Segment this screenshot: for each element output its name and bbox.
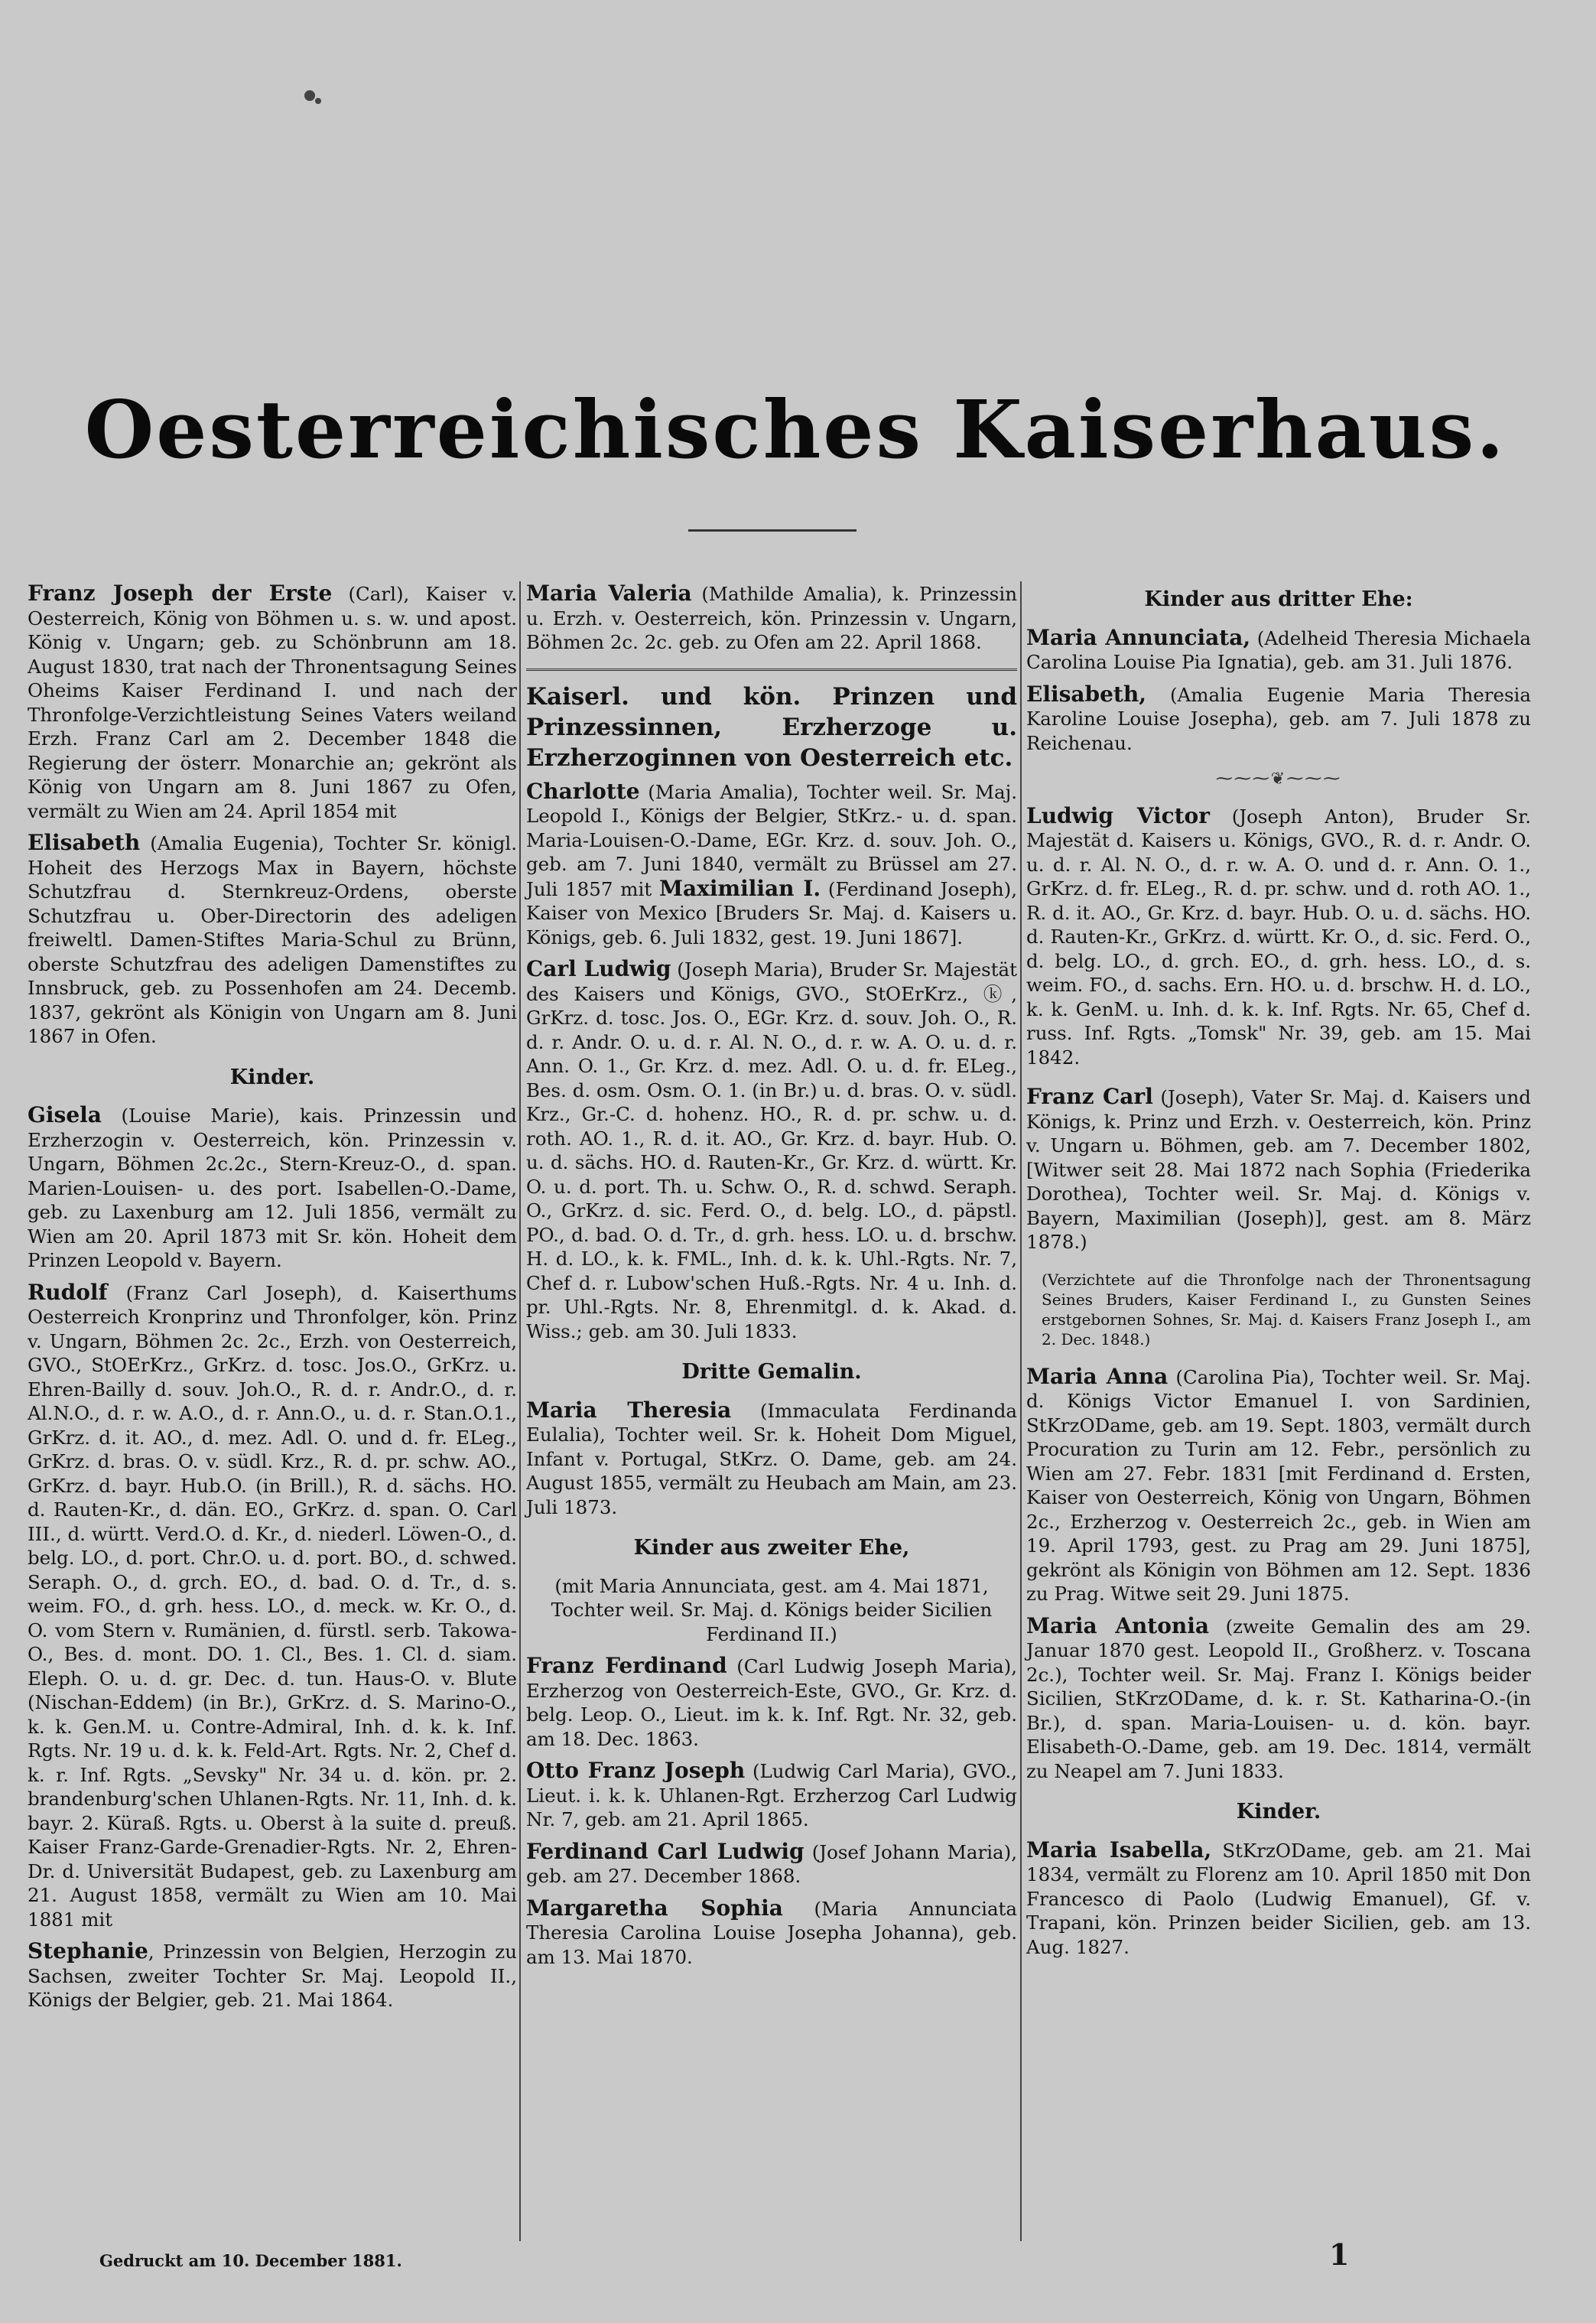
column-divider: [1020, 581, 1022, 2241]
entry-gisela: [28, 1103, 517, 1273]
section-heading: Kaiserl. und kön. Prinzen und Prinzessinnen, Erzherzoge u. Erzherzoginnen von Oesterreich etc.: [526, 669, 1017, 773]
entry-franz-joseph: [28, 581, 517, 823]
entry-carl-ludwig: [526, 957, 1017, 1343]
entry-name: Elisabeth: [28, 830, 141, 855]
column-3: [1026, 581, 1531, 1967]
entry-name: Charlotte: [526, 778, 640, 804]
entry-text: (Joseph), Vater Sr. Maj. d. Kaisers und Königs, k. Prinz und Erzh. v. Oesterreich, kön. Prinz v. Ungarn u. Böhmen, geb. am 7. December 1802, [Witwer seit 28. Mai 1872 nach Sophia (Friederika Dorothea), Tochter weil. Sr. Maj. d. Königs v. Bayern, Maximilian (Joseph)], gest. am 8. März 1878.): [1026, 1086, 1531, 1253]
entry-text: (Ferdinand Joseph), Kaiser von Mexico [Bruders Sr. Maj. d. Kaisers u. Königs, geb. 6. Juli 1832, gest. 19. Juni 1867].: [526, 877, 1017, 948]
page-number: 1: [1329, 2237, 1350, 2272]
entry-name: Ferdinand Carl Ludwig: [526, 1838, 805, 1864]
entry-text: (zweite Gemalin des am 29. Januar 1870 gest. Leopold II., Großherz. v. Toscana 2c.), Tochter weil. Sr. Maj. Franz I. Königs beider Sicilien, StKrzODame, d. k. r. St. Katharina-O.-(in Br.), d. span. Maria-Louisen- u. d. kön. bayr. Elisabeth-O.-Dame, geb. am 19. Dec. 1814, vermält zu Neapel am 7. Juni 1833.: [1026, 1615, 1531, 1782]
entry-text: (Louise Marie), kais. Prinzessin und Erzherzogin v. Oesterreich, kön. Prinzessin v. Ungarn, Böhmen 2c.2c., Stern-Kreuz-O., d. span. Marien-Louisen- u. des port. Isabellen-O.-Dame, geb. zu Laxenburg am 12. Juli 1856, vermält zu Wien am 20. April 1873 mit Sr. kön. Hoheit dem Prinzen Leopold v. Bayern.: [28, 1105, 517, 1271]
entry-text: (Franz Carl Joseph), d. Kaiserthums Oesterreich Kronprinz und Thronfolger, kön. Prinz v. Ungarn, Böhmen 2c. 2c., Erzh. von Oesterreich, GVO., StOErKrz., GrKrz. d. tosc. Jos.O., GrKrz. u. Ehren-Bailly d. souv. Joh.O., R. d. r. Andr.O., d. r. Al.N.O., d. r. w. A.O., d. r. Ann.O., u. d. r. Stan.O.1., GrKrz. d. it. AO., d. mez. Adl. O. und d. fr. ELeg., GrKrz. d. bras. O. v. südl. Krz., R. d. pr. schw. AO., GrKrz. d. bayr. Hub.O. (in Brill.), R. d. sächs. HO. d. Rauten-Kr., d. dän. EO., GrKrz. d. span. O. Carl III., d. württ. Verd.O. d. Kr., d. niederl. Löwen-O., d. belg. LO., d. port. Chr.O. u. d. port. BO., d. schwed. Seraph. O., d. grch. EO., d. bad. O. d. Tr., d. s. weim. FO., d. grh. hess. LO., d. meck. w. Kr. O., d. O. vom Stern v. Rumänien, d. fürstl. serb. Takowa-O., Bes. d. mont. DO. 1. Cl., Bes. 1. Cl. d. siam. Eleph. O. u. d. gr. Dec. d. tun. Haus-O. v. Blute (Nischan-Eddem) (in Br.), GrKrz. d. S. Marino-O., k. k. Gen.M. u. Contre-Admiral, Inh. d. k. k. Inf. Rgts. Nr. 19 u. d. k. k. Feld-Art. Rgts. Nr. 2, Chef d. k. r. Inf. Rgts. „Sevsky" Nr. 34 u. d. kön. pr. 2. brandenburg'schen Uhlanen-Rgts. Nr. 11, Inh. d. k. bayr. 2. Küraß. Rgts. u. Oberst à la suite d. preuß. Kaiser Franz-Garde-Grenadier-Rgts. Nr. 2, Ehren-Dr. d. Universität Budapest, geb. zu Laxenburg am 21. August 1858, vermält zu Wien am 10. Mai 1881 mit: [28, 1281, 517, 1931]
entry-rudolf: [28, 1280, 517, 1932]
entry-maria-isabella: [1026, 1838, 1531, 1960]
entry-ferdinand-carl-ludwig: [526, 1840, 1017, 1889]
entry-maria-theresia: [526, 1398, 1017, 1520]
entry-name: Maria Anna: [1026, 1363, 1169, 1389]
entry-text: (Maria Annunciata Theresia Carolina Louise Josepha Johanna), geb. am 13. Mai 1870.: [526, 1897, 1017, 1968]
entry-name: Elisabeth,: [1026, 681, 1146, 707]
entry-name: Maximilian I.: [658, 875, 821, 901]
entry-text: (Carolina Pia), Tochter weil. Sr. Maj. d. Königs Victor Emanuel I. von Sardinien, StKrzODame, geb. am 19. Sept. 1803, vermält durch Procuration zu Turin am 12. Febr., persönlich zu Wien am 27. Febr. 1831 [mit Ferdinand d. Ersten, Kaiser von Oesterreich, König von Ungarn, Böhmen 2c., Erzherzog v. Oesterreich 2c., geb. in Wien am 19. April 1793, gest. zu Prag am 29. Juni 1875], gekrönt als Königin von Böhmen am 12. Sept. 1836 zu Prag. Witwe seit 29. Juni 1875.: [1026, 1365, 1532, 1605]
kinder-heading: Kinder.: [229, 1065, 315, 1089]
entry-text: (Carl), Kaiser v. Oesterreich, König von Böhmen u. s. w. und apost. König v. Ungarn; geb. zu Schönbrunn am 18. August 1830, trat nach der Thronentsagung Seines Oheims Kaiser Ferdinand I. und nach der Thronfolge-Verzichtleistung Seines Vaters weiland Erzh. Franz Carl am 2. December 1848 die Regierung der österr. Monarchie an; gekrönt als König von Ungarn am 8. Juni 1867 zu Ofen, vermält zu Wien am 24. April 1854 mit: [28, 583, 517, 822]
entry-text: (Joseph Anton), Bruder Sr. Majestät d. Kaisers u. Königs, GVO., R. d. r. Andr. O. u. d. r. Al. N. O., d. r. w. A. O. und d. r. Ann. O. 1., GrKrz. d. fr. ELeg., R. d. pr. schw. und d. roth AO. 1., R. d. it. AO., Gr. Krz. d. bayr. Hub. O. u. d. sächs. HO. d. Rauten-Kr., GrKrz. d. württ. Kr. O., d. sic. Ferd. O., d. belg. LO., d. grch. EO., d. grh. hess. LO., d. s. weim. FO., d. sachs. Ern. HO. u. d. brschw. H. d. LO., k. k. GenM. u. Inh. d. k. k. Inf. Rgts. Nr. 65, Chef d. russ. Inf. Rgts. „Tomsk" Nr. 39, geb. am 15. Mai 1842.: [1026, 805, 1531, 1069]
entry-maria-anna: [1026, 1365, 1531, 1606]
entry-name: Stephanie: [28, 1938, 148, 1963]
entry-text: (Amalia Eugenie Maria Theresia Karoline Louise Josepha), geb. am 7. Juli 1878 zu Reichenau.: [1026, 683, 1531, 754]
kinder-dritter-ehe-heading: Kinder aus dritter Ehe:: [1144, 587, 1413, 611]
print-date-footer: Gedruckt am 10. December 1881.: [99, 2251, 402, 2270]
kinder-zweiter-ehe-heading: Kinder aus zweiter Ehe,: [633, 1536, 910, 1560]
entry-name: Franz Carl: [1026, 1084, 1153, 1109]
entry-text: (Ludwig Carl Maria), GVO., Lieut. i. k. k. Uhlanen-Rgt. Erzherzog Carl Ludwig Nr. 7, geb. am 21. April 1865.: [526, 1760, 1018, 1830]
ink-speck: [304, 90, 315, 101]
entry-name: Maria Annunciata,: [1026, 624, 1251, 650]
entry-name: Ludwig Victor: [1026, 802, 1210, 828]
entry-name: Maria Valeria: [526, 581, 692, 606]
entry-elisabeth-2: [1026, 682, 1531, 756]
entry-text: (Amalia Eugenia), Tochter Sr. königl. Hoheit des Herzogs Max in Bayern, höchste Schutzfrau d. Sternkreuz-Ordens, oberste Schutzfrau u. Ober-Directorin des adeligen freiweltl. Damen-Stiftes Maria-Schul zu Brünn, oberste Schutzfrau des adeligen Damenstiftes zu Innsbruck, geb. zu Possenhofen am 24. Decemb. 1837, gekrönt als Königin von Ungarn am 8. Juni 1867 in Ofen.: [28, 832, 517, 1047]
entry-maria-annunciata: [1026, 626, 1531, 675]
entry-maria-valeria: [526, 581, 1017, 655]
entry-text: (Carl Ludwig Joseph Maria), Erzherzog von Oesterreich-Este, GVO., Gr. Krz. d. belg. Leop. O., Lieut. im k. k. Inf. Rgt. Nr. 32, geb. am 18. Dec. 1863.: [526, 1655, 1017, 1750]
column-1: [28, 581, 517, 2020]
entry-name: Gisela: [28, 1102, 102, 1127]
entry-text: (Adelheid Theresia Michaela Carolina Louise Pia Ignatia), geb. am 31. Juli 1876.: [1026, 626, 1531, 673]
entry-stephanie: [28, 1939, 517, 2012]
entry-name: Rudolf: [28, 1279, 108, 1305]
entry-name: Franz Ferdinand: [526, 1653, 727, 1678]
column-divider: [519, 581, 521, 2241]
entry-text: StKrzODame, geb. am 21. Mai 1834, vermält zu Florenz am 10. April 1850 mit Don Francesco di Paolo (Ludwig Emanuel), Gf. v. Trapani, kön. Prinzen beider Sicilien, geb. am 13. Aug. 1827.: [1026, 1839, 1531, 1958]
entry-elisabeth: [28, 831, 517, 1049]
entry-text: (Immaculata Ferdinanda Eulalia), Tochter weil. Sr. k. Hoheit Dom Miguel, Infant v. Portugal, StKrz. O. Dame, geb. am 24. August 1855, vermält zu Heubach am Main, am 23. Juli 1873.: [526, 1399, 1017, 1518]
title-rule: [688, 529, 857, 532]
entry-name: Otto Franz Joseph: [526, 1758, 746, 1783]
entry-charlotte: [526, 779, 1017, 950]
entry-maria-antonia: [1026, 1614, 1531, 1784]
entry-ludwig-victor: [1026, 804, 1531, 1070]
page-title: Oesterreichisches Kaiserhaus.: [84, 382, 1507, 477]
entry-name: Franz Joseph der Erste: [28, 581, 333, 606]
entry-text: (Joseph Maria), Bruder Sr. Majestät des Kaisers und Königs, GVO., StOErKrz., ⓚ, GrKrz. d. tosc. Jos. O., EGr. Krz. d. souv. Joh. O., R. d. r. Andr. O. u. d. r. Al. N. O., d. r. w. A. O. u. d. r. Ann. O. 1., Gr. Krz. d. mez. Adl. O. u. d. fr. ELeg., Bes. d. osm. Osm. O. 1. (in Br.) u. d. bras. O. v. südl. Krz., Gr.-C. d. hohenz. HO., R. d. pr. schw. u. d. roth. AO. 1., R. d. it. AO., Gr. Krz. d. bayr. Hub. O. u. d. sächs. HO. d. Rauten-Kr., Gr. Krz. d. württ. Kr. O. u. d. port. Th. u. Schw. O., R. d. schwd. Seraph. O., GrKrz. d. sic. Ferd. O., d. belg. LO., d. päpstl. PO., d. bad. O. d. Tr., d. grh. hess. LO. u. d. brschw. H. d. LO., k. k. FML., Inh. d. k. k. Uhl.-Rgts. Nr. 7, Chef d. r. Lubow'schen Huß.-Rgts. Nr. 4 u. Inh. d. pr. Uhl.-Rgts. Nr. 8, Ehrenmitgl. d. k. Akad. d. Wiss.; geb. am 30. Juli 1833.: [526, 958, 1017, 1342]
entry-text: (Mathilde Amalia), k. Prinzessin u. Erzh. v. Oesterreich, kön. Prinzessin v. Ungarn, Böhmen 2c. 2c. geb. zu Ofen am 22. April 1868.: [526, 583, 1017, 653]
entry-margaretha-sophia: [526, 1896, 1017, 1970]
entry-name: Maria Antonia: [1026, 1612, 1210, 1638]
entry-name: Maria Isabella,: [1026, 1837, 1212, 1863]
ink-speck: [315, 98, 321, 104]
entry-name: Maria Theresia: [526, 1397, 732, 1423]
dritte-gemalin-heading: Dritte Gemalin.: [681, 1360, 862, 1384]
entry-text: (Maria Amalia), Tochter weil. Sr. Maj. Leopold I., Königs der Belgier, StKrz.- u. d. span. Maria-Louisen-O.-Dame, EGr. Krz. d. souv. Joh. O., geb. am 7. Juni 1840, vermält zu Brüssel am 27. Juli 1857 mit: [526, 780, 1017, 900]
kinder-zweiter-ehe-note: (mit Maria Annunciata, gest. am 4. Mai 1871, Tochter weil. Sr. Maj. d. Königs beider Sicilien Ferdinand II.): [551, 1574, 993, 1645]
entry-franz-carl: [1026, 1085, 1531, 1254]
entry-text: (Josef Johann Maria), geb. am 27. December 1868.: [526, 1840, 1018, 1887]
entry-name: Margaretha Sophia: [526, 1895, 783, 1921]
column-2: [526, 581, 1017, 1977]
ornament-divider: ⁓⁓⁓❦⁓⁓⁓: [1215, 769, 1342, 789]
entry-franz-ferdinand: [526, 1654, 1017, 1751]
entry-otto-franz-joseph: [526, 1759, 1017, 1832]
entry-text: , Prinzessin von Belgien, Herzogin zu Sachsen, zweiter Tochter Sr. Maj. Leopold II., Königs der Belgier, geb. 21. Mai 1864.: [28, 1941, 517, 2011]
franz-carl-note: (Verzichtete auf die Thronfolge nach der Thronentsagung Seines Bruders, Kaiser Ferdinand I., zu Gunsten Seines erstgebornen Sohnes, Sr. Maj. d. Kaisers Franz Joseph I., am 2. Dec. 1848.): [1042, 1270, 1531, 1349]
entry-name: Carl Ludwig: [526, 956, 671, 981]
kinder-heading: Kinder.: [1236, 1800, 1321, 1824]
